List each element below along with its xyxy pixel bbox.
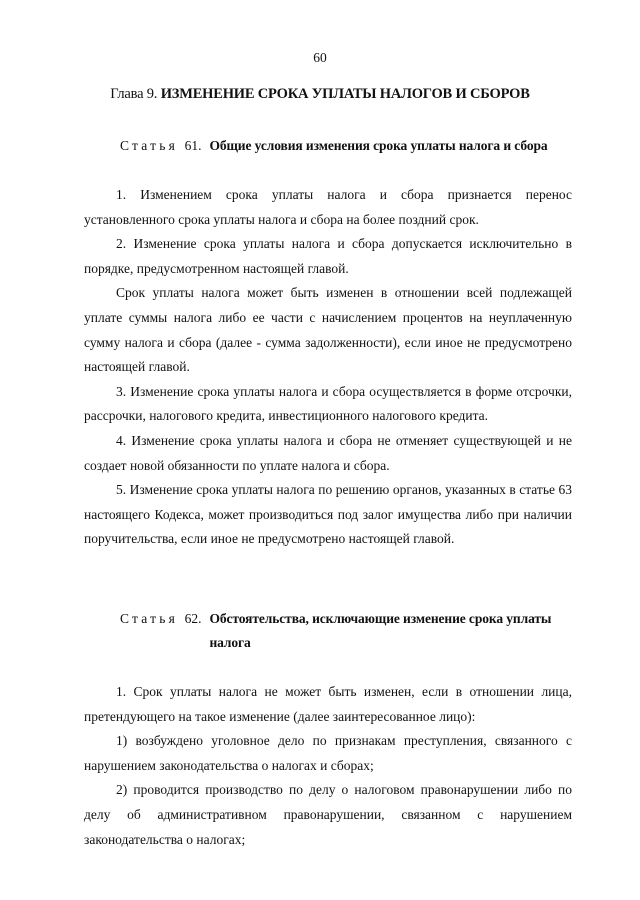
article-62-label: Статья 62. — [120, 611, 202, 626]
paragraph: 3. Изменение срока уплаты налога и сбора осуществляется в форме отсрочки, рассрочки, налогового кредита, инвестиционного налогового кредита. — [84, 383, 572, 424]
chapter-prefix: Глава 9. — [110, 86, 158, 102]
paragraph: 5. Изменение срока уплаты налога по решению органов, указанных в статье 63 настоящего Кодекса, может производиться под залог имущества либо при наличии поручительства, если иное не предусмотрено настоящей главой. — [84, 482, 572, 547]
chapter-title — [0, 86, 640, 103]
paragraph: 1) возбуждено уголовное дело по признакам преступления, связанного с нарушением законодательства о налогах и сборах; — [84, 733, 572, 773]
paragraph: 4. Изменение срока уплаты налога и сбора не отменяет существующей и не создает новой обязанности по уплате налога и сбора. — [84, 432, 572, 473]
paragraph: Срок уплаты налога может быть изменен в отношении всей подлежащей уплате суммы налога либо ее части с начислением процентов на неуплаченную сумму налога и сбора (далее - сумма задолженности), если иное не предусмотрено настоящей главой. — [84, 285, 572, 375]
chapter-name: ИЗМЕНЕНИЕ СРОКА УПЛАТЫ НАЛОГОВ И СБОРОВ — [160, 86, 530, 102]
paragraph: 2. Изменение срока уплаты налога и сбора допускается исключительно в порядке, предусмотренном настоящей главой. — [84, 236, 572, 276]
article-62-number: 62. — [184, 611, 202, 626]
article-62-heading — [120, 607, 590, 655]
paragraph: 2) проводится производство по делу о налоговом правонарушении либо по делу об административном правонарушении, связанном с нарушением законодательства о налогах; — [84, 782, 572, 847]
article-62-title: Обстоятельства, исключающие изменение срока уплаты налога — [209, 611, 552, 650]
paragraph: 1. Срок уплаты налога не может быть изменен, если в отношении лица, претендующего на такое изменение (далее заинтересованное лицо): — [84, 684, 572, 724]
article-61-heading — [120, 134, 590, 158]
paragraph: 1. Изменением срока уплаты налога и сбора признается перенос установленного срока уплаты налога и сбора на более поздний срок. — [84, 187, 572, 227]
article-62-body — [84, 680, 572, 852]
article-61-body — [84, 183, 572, 552]
article-61-label: Статья 61. — [120, 138, 202, 153]
page-number: 60 — [313, 50, 327, 65]
article-61-number: 61. — [184, 138, 202, 153]
article-61-title: Общие условия изменения срока уплаты налога и сбора — [209, 138, 548, 153]
